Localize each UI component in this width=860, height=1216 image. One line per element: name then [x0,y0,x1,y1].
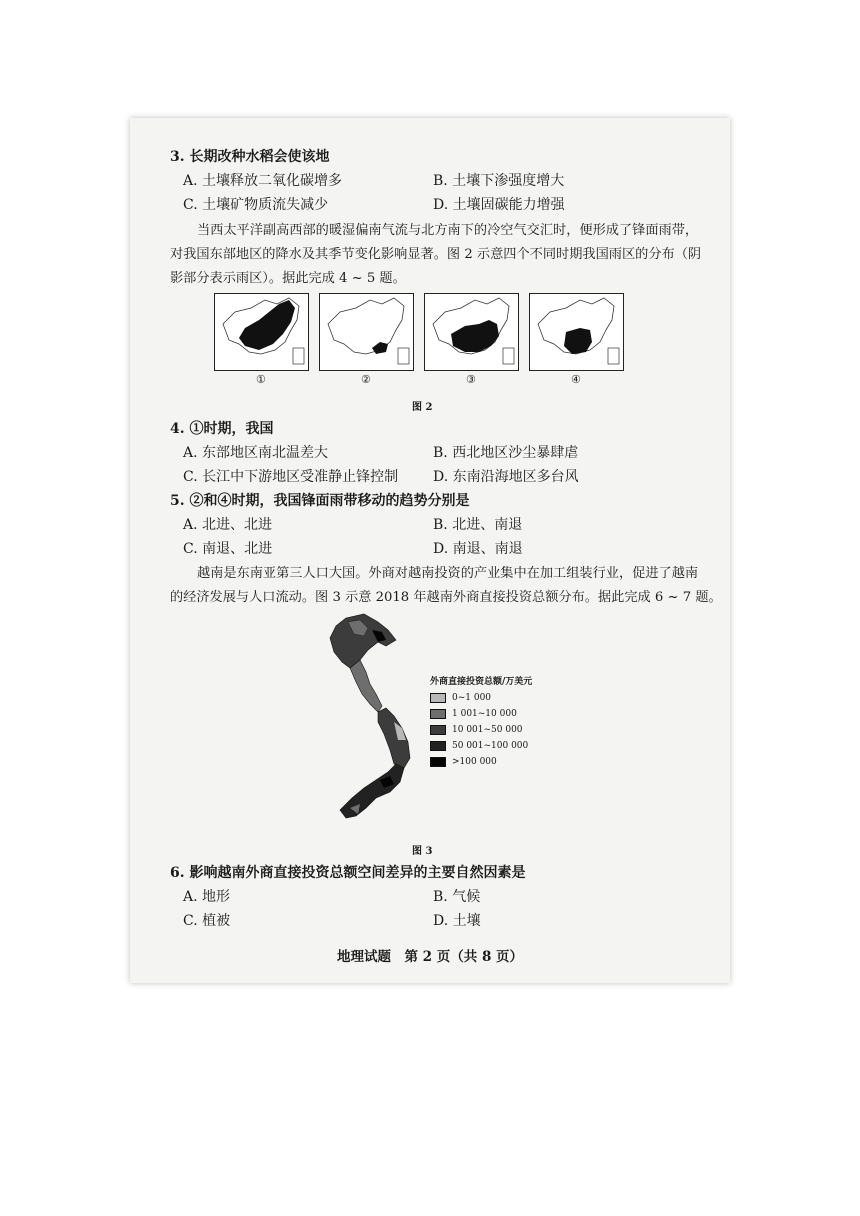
legend-item [430,724,532,736]
map-label-4: ④ [571,373,581,386]
figure-2-caption: 图 2 [412,402,433,413]
q6-option-a: A. 地形 [183,889,231,905]
q5-option-b: B. 北进、南退 [433,517,523,533]
passage-2-line-2: 的经济发展与人口流动。图 3 示意 2018 年越南外商直接投资总额分布。据此完成 6 ~ 7 题。 [170,590,722,605]
china-map-1 [214,293,309,371]
legend-label: 10 001~50 000 [452,725,523,735]
q4-option-b: B. 西北地区沙尘暴肆虐 [433,445,579,461]
q5-option-d: D. 南退、南退 [433,541,523,557]
q4-option-c: C. 长江中下游地区受准静止锋控制 [183,469,399,485]
map-label-3: ③ [466,373,476,386]
q3-option-b: B. 土壤下渗强度增大 [433,173,565,189]
legend-swatch [430,741,446,751]
q6-option-d: D. 土壤 [433,913,481,929]
legend-label: 50 001~100 000 [452,741,529,751]
legend-swatch [430,709,446,719]
legend-label: >100 000 [452,757,497,767]
passage-1-line-1: 当西太平洋副高西部的暖湿偏南气流与北方南下的冷空气交汇时，便形成了锋面雨带， [197,223,699,238]
question-3-stem: 3. 长期改种水稻会使该地 [170,149,330,165]
question-5-stem: 5. ②和④时期，我国锋面雨带移动的趋势分别是 [170,493,470,509]
q5-option-a: A. 北进、北进 [183,517,273,533]
china-map-3 [424,293,519,371]
q6-option-c: C. 植被 [183,913,231,929]
china-map-4 [529,293,624,371]
legend-title: 外商直接投资总额/万美元 [430,677,533,687]
question-4-stem: 4. ①时期，我国 [170,421,274,437]
q3-option-a: A. 土壤释放二氧化碳增多 [183,173,343,189]
china-map-2 [319,293,414,371]
legend-swatch [430,693,446,703]
q3-option-d: D. 土壤固碳能力增强 [433,197,565,213]
q4-option-a: A. 东部地区南北温差大 [183,445,329,461]
vietnam-map [320,612,440,832]
q6-option-b: B. 气候 [433,889,481,905]
figure-3-caption: 图 3 [412,846,433,857]
map-label-2: ② [361,373,371,386]
legend-item [430,756,532,768]
q3-option-c: C. 土壤矿物质流失减少 [183,197,329,213]
q5-option-c: C. 南退、北进 [183,541,273,557]
map-label-1: ① [256,373,266,386]
question-6-stem: 6. 影响越南外商直接投资总额空间差异的主要自然因素是 [170,865,526,881]
legend-swatch [430,725,446,735]
legend-item [430,708,532,720]
legend-label: 0~1 000 [452,693,492,703]
legend-swatch [430,757,446,767]
passage-1-line-2: 对我国东部地区的降水及其季节变化影响显著。图 2 示意四个不同时期我国雨区的分布（阴 [170,247,702,262]
fig3-legend [430,676,532,768]
passage-1-line-3: 影部分表示雨区）。据此完成 4 ~ 5 题。 [170,271,406,286]
legend-label: 1 001~10 000 [452,709,517,719]
q4-option-d: D. 东南沿海地区多台风 [433,469,579,485]
legend-item [430,692,532,704]
legend-item [430,740,532,752]
page-footer: 地理试题 第 2 页（共 8 页） [336,949,524,965]
passage-2-line-1: 越南是东南亚第三人口大国。外商对越南投资的产业集中在加工组装行业，促进了越南 [197,566,699,581]
